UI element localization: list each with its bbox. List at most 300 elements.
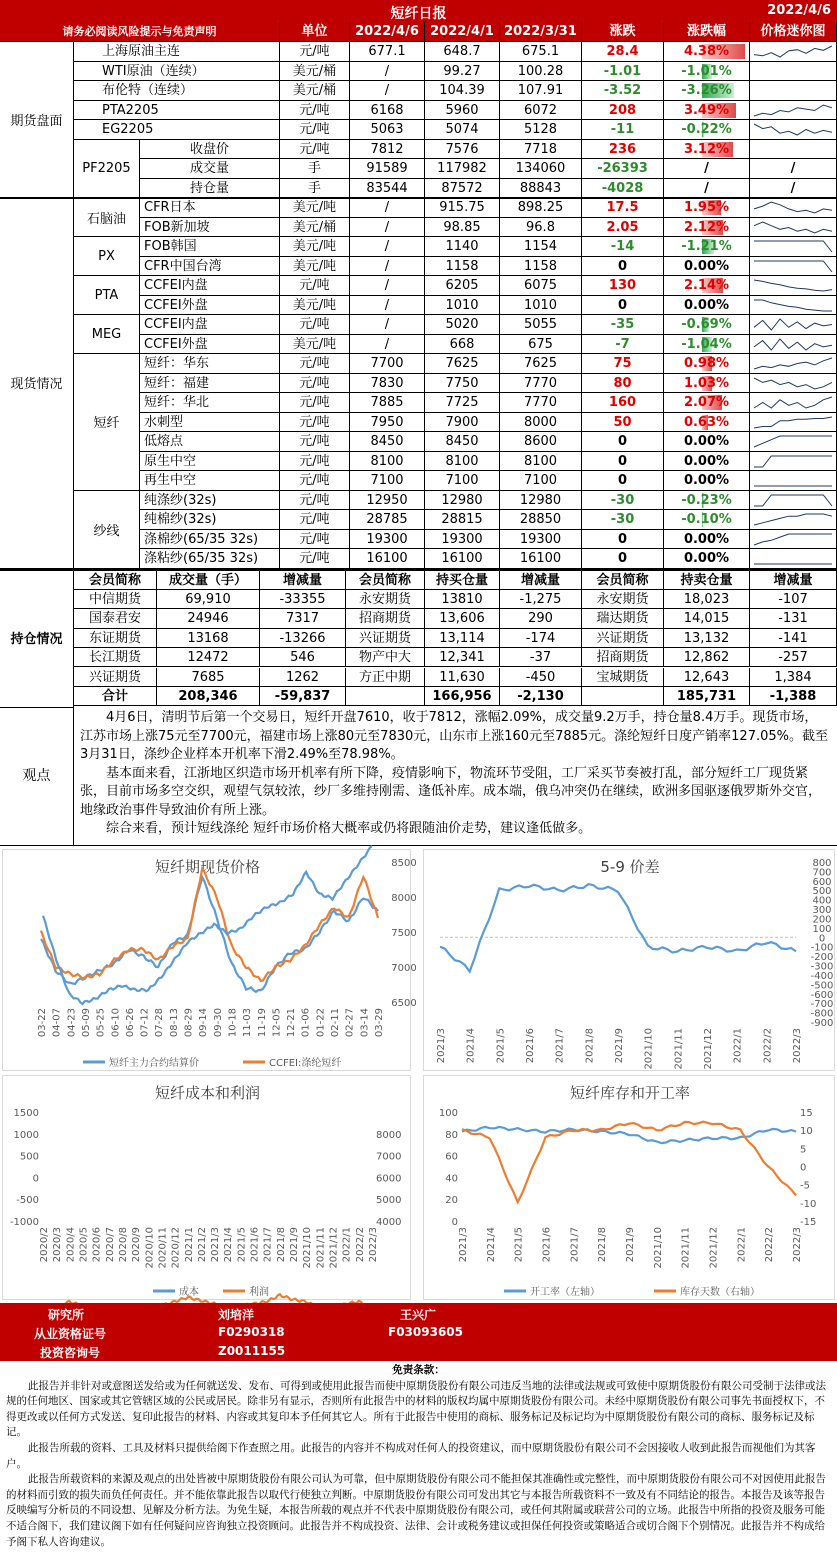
- row-value-0331: 7625: [500, 354, 582, 374]
- y-tick-label: 100: [812, 923, 832, 935]
- y-tick-label-right: 15: [800, 1108, 813, 1119]
- row-value-0331: 675: [500, 335, 582, 355]
- row-unit: 手: [280, 179, 350, 199]
- y-tick-label: 6500: [391, 998, 417, 1009]
- position-cell: 7685: [157, 668, 260, 687]
- change-pct-text: 3.49%: [683, 102, 730, 118]
- position-cell: 13,114: [425, 629, 500, 648]
- series-line: [462, 1127, 796, 1143]
- row-change: -3.52: [582, 81, 664, 101]
- position-cell: 14,015: [664, 609, 750, 628]
- row-value-0331: 7100: [500, 471, 582, 491]
- x-tick-label: 04-07: [51, 1008, 63, 1038]
- header-cell: 2022/4/6: [350, 22, 425, 42]
- position-header: 持买仓量: [425, 571, 500, 590]
- x-tick-label: 2021/4: [465, 1028, 477, 1064]
- legend-label: 短纤主力合约结算价: [109, 1058, 199, 1069]
- footer-analyst-1: 刘培洋: [218, 1308, 255, 1322]
- row-unit: 元/吨: [280, 549, 350, 569]
- x-tick-label: 2021/9: [614, 1028, 625, 1064]
- row-unit: 元/吨: [280, 276, 350, 296]
- y-tick-label: 400: [812, 895, 832, 907]
- row-value-0401: 104.39: [425, 81, 500, 101]
- x-tick-label: 2022/1: [736, 1227, 748, 1263]
- row-change-pct: [664, 471, 750, 491]
- x-tick-label: 06-26: [124, 1008, 136, 1038]
- row-unit: 美元/桶: [280, 62, 350, 82]
- x-tick-label: 2021/8: [584, 1028, 596, 1064]
- row-sparkline: [750, 81, 837, 101]
- x-tick-label: 2020/7: [104, 1227, 116, 1263]
- y-tick-label: 0: [451, 1217, 458, 1228]
- row-change-pct: [664, 159, 750, 179]
- row-change: 0: [582, 549, 664, 569]
- row-name: 纯涤纱(32s): [140, 491, 280, 511]
- row-change-pct: [664, 510, 750, 530]
- row-unit: 元/吨: [280, 120, 350, 140]
- row-change: 208: [582, 101, 664, 121]
- x-tick-label: 2021/12: [328, 1227, 340, 1269]
- x-tick-label: 2021/3: [210, 1227, 222, 1263]
- x-tick-label: 2021/10: [652, 1227, 664, 1269]
- y-tick-label-right: 7000: [376, 1151, 402, 1163]
- row-value-0406: 7950: [350, 413, 425, 433]
- row-value-0406: 12950: [350, 491, 425, 511]
- row-unit: 元/吨: [280, 393, 350, 413]
- row-change-pct: [664, 218, 750, 238]
- sparkline-line: [754, 436, 832, 447]
- row-change-pct: [664, 549, 750, 569]
- position-header: 增减量: [500, 571, 582, 590]
- x-tick-label: 11-19: [256, 1008, 268, 1038]
- row-change-pct: [664, 42, 750, 62]
- row-unit: 元/吨: [280, 471, 350, 491]
- row-unit: 手: [280, 159, 350, 179]
- x-tick-label: 2021/11: [673, 1028, 685, 1070]
- y-tick-label: 60: [445, 1151, 458, 1163]
- position-cell: 24946: [157, 609, 260, 628]
- x-tick-label: 2022/2: [762, 1028, 774, 1064]
- y-tick-label-right: 6000: [376, 1173, 402, 1185]
- x-tick-label: 02-11: [330, 1008, 342, 1038]
- change-pct-text: -0.22%: [681, 122, 732, 137]
- change-pct-text: 3.12%: [683, 141, 730, 157]
- x-tick-label: 2022/3: [792, 1028, 803, 1064]
- row-change: -30: [582, 491, 664, 511]
- change-pct-text: /: [704, 180, 709, 196]
- position-cell: 12,341: [425, 648, 500, 667]
- row-value-0331: 6075: [500, 276, 582, 296]
- row-value-0406: /: [350, 315, 425, 335]
- y-tick-label: 200: [812, 914, 832, 926]
- row-sparkline: [750, 335, 837, 355]
- row-change-pct: [664, 432, 750, 452]
- position-total: [582, 687, 664, 706]
- row-change: 28.4: [582, 42, 664, 62]
- row-unit: 元/吨: [280, 315, 350, 335]
- position-total: 185,731: [664, 687, 750, 706]
- row-value-0331: 28850: [500, 510, 582, 530]
- row-unit: 美元/吨: [280, 237, 350, 257]
- x-tick-label: 05-25: [95, 1008, 107, 1038]
- row-sparkline: /: [750, 179, 837, 199]
- row-change-pct: [664, 393, 750, 413]
- x-tick-label: 08-29: [183, 1008, 195, 1038]
- row-value-0406: 7885: [350, 393, 425, 413]
- x-tick-label: 03-29: [374, 1008, 385, 1038]
- x-tick-label: 2021/7: [554, 1028, 566, 1064]
- row-value-0406: /: [350, 198, 425, 218]
- footer-cert-2: F03093605: [388, 1325, 463, 1339]
- position-header: 成交量（手）: [157, 571, 260, 590]
- sparkline-line: [754, 358, 832, 369]
- header-cell: 价格迷你图: [750, 22, 837, 42]
- chart-futures-spot-price: [2, 849, 417, 1071]
- y-tick-label-right: 8000: [376, 1129, 402, 1141]
- change-pct-text: -0.10%: [681, 512, 732, 527]
- row-value-0406: 677.1: [350, 42, 425, 62]
- x-tick-label: 2021/12: [708, 1227, 720, 1269]
- row-value-0401: 5020: [425, 315, 500, 335]
- sparkline-line: [754, 495, 832, 506]
- y-tick-label: 80: [445, 1129, 458, 1141]
- row-value-0401: 87572: [425, 179, 500, 199]
- change-pct-text: 0.98%: [683, 356, 730, 371]
- chart-title: 短纤库存和开工率: [569, 1084, 691, 1102]
- x-tick-label: 2021/10: [643, 1028, 655, 1070]
- row-unit: 美元/吨: [280, 296, 350, 316]
- footer-label-cert: 从业资格证号: [34, 1327, 107, 1341]
- row-name: WTI原油（连续）: [74, 62, 280, 82]
- row-change-pct: [664, 81, 750, 101]
- row-value-0401: 8450: [425, 432, 500, 452]
- y-tick-label: 100: [438, 1108, 458, 1119]
- y-tick-label: -900: [810, 1018, 834, 1029]
- x-tick-label: 02-27: [344, 1008, 356, 1038]
- row-unit: 元/吨: [280, 510, 350, 530]
- position-cell: 12,862: [664, 648, 750, 667]
- row-value-0406: 5063: [350, 120, 425, 140]
- change-pct-text: /: [704, 161, 709, 176]
- row-value-0406: 7100: [350, 471, 425, 491]
- row-change: -1.01: [582, 62, 664, 82]
- y-tick-label: -300: [810, 961, 834, 973]
- x-tick-label: 12-21: [286, 1008, 298, 1038]
- row-change-pct: [664, 413, 750, 433]
- row-sparkline: [750, 510, 837, 530]
- row-name: 成交量: [140, 159, 280, 179]
- sparkline-line: [754, 319, 832, 330]
- row-value-0331: 7770: [500, 393, 582, 413]
- header-cell: 单位: [280, 22, 350, 42]
- x-tick-label: 2020/5: [78, 1227, 90, 1263]
- position-cell: 兴证期货: [582, 629, 664, 648]
- row-unit: 元/吨: [280, 530, 350, 550]
- row-value-0401: 6205: [425, 276, 500, 296]
- row-value-0406: /: [350, 276, 425, 296]
- row-change-pct: [664, 276, 750, 296]
- position-header: 增减量: [750, 571, 837, 590]
- group-meg: MEG: [74, 315, 140, 354]
- row-change-pct: [664, 530, 750, 550]
- row-unit: 元/吨: [280, 432, 350, 452]
- y-tick-label: 0: [818, 933, 826, 945]
- row-value-0406: 91589: [350, 159, 425, 179]
- row-value-0331: 7770: [500, 374, 582, 394]
- chart-cost-profit: [2, 1075, 411, 1300]
- position-total: -59,837: [260, 687, 346, 706]
- row-value-0406: 8450: [350, 432, 425, 452]
- change-pct-text: 4.38%: [683, 44, 730, 59]
- series-line: [462, 1122, 796, 1203]
- x-tick-label: 2021/3: [458, 1227, 469, 1263]
- x-tick-label: 01-06: [300, 1008, 312, 1038]
- row-value-0331: 16100: [500, 549, 582, 569]
- position-cell: 13,606: [425, 609, 500, 628]
- row-change-pct: [664, 335, 750, 355]
- row-change: 0: [582, 452, 664, 472]
- row-name: FOB韩国: [140, 237, 280, 257]
- row-value-0331: 898.25: [500, 198, 582, 218]
- section-futures: 期货盘面: [0, 42, 74, 198]
- row-change-pct: [664, 315, 750, 335]
- change-pct-text: 0.63%: [683, 414, 730, 430]
- x-tick-label: 2021/3: [436, 1028, 447, 1064]
- position-cell: -450: [500, 668, 582, 687]
- row-value-0401: 7725: [425, 393, 500, 413]
- x-tick-label: 2022/2: [354, 1227, 366, 1263]
- y-tick-label: 20: [445, 1195, 458, 1207]
- row-change-pct: [664, 120, 750, 140]
- row-name: 纯棉纱(32s): [140, 510, 280, 530]
- row-value-0401: 668: [425, 335, 500, 355]
- legend-label: 开工率（左轴）: [530, 1287, 600, 1298]
- y-tick-label: 7500: [391, 928, 417, 939]
- row-value-0401: 1010: [425, 296, 500, 316]
- position-cell: 长江期货: [74, 648, 157, 667]
- sparkline-line: [754, 534, 832, 545]
- row-value-0331: 96.8: [500, 218, 582, 238]
- change-pct-text: -0.23%: [681, 492, 732, 508]
- row-name: CCFEI外盘: [140, 335, 280, 355]
- header-cell: 请务必阅读风险提示与免责声明: [0, 22, 280, 42]
- position-cell: 东证期货: [74, 629, 157, 648]
- disclaimer-para-1: 此报告并非针对或意图送发给或为任何就送发、发布、可得到或使用此报告而使中原期货股份有限公司违反当地的法律或法规或可致使中原期货股份有限公司受制于法律或法规的任何地区、国家或其它管辖区域的公民或居民。除非另有显示，否则所有此报告中的材料的版权均属中原期货股份有限公司。未经中原期货股份有限公司事先书面授权下，不得更改或以任何方式发送、复印此报告的材料、内容或其复印本予任何其它人。所有于此报告中使用的商标、服务标记及标记均为中原期货股份有限公司的商标、服务标记及标记。: [6, 1379, 826, 1439]
- header-cell: 涨跌: [582, 22, 664, 42]
- position-cell: -141: [750, 629, 837, 648]
- y-tick-label: 40: [445, 1173, 458, 1185]
- x-tick-label: 05-09: [80, 1008, 92, 1038]
- y-tick-label: -600: [810, 989, 834, 1001]
- position-header: 会员简称: [74, 571, 157, 590]
- row-value-0401: 98.85: [425, 218, 500, 238]
- row-change-pct: [664, 374, 750, 394]
- y-tick-label: -500: [810, 980, 834, 992]
- sparkline-line: [754, 397, 832, 408]
- position-cell: -13266: [260, 629, 346, 648]
- sparkline-line: [754, 280, 832, 291]
- row-value-0331: 107.91: [500, 81, 582, 101]
- y-tick-label: 800: [812, 858, 832, 869]
- row-name: 持仓量: [140, 179, 280, 199]
- row-sparkline: [750, 101, 837, 121]
- row-value-0406: 6168: [350, 101, 425, 121]
- position-cell: 招商期货: [346, 609, 425, 628]
- row-sparkline: [750, 374, 837, 394]
- group-staple-fiber: 短纤: [74, 354, 140, 491]
- position-header: 持卖仓量: [664, 571, 750, 590]
- row-name: CCFEI内盘: [140, 315, 280, 335]
- x-tick-label: 2020/11: [157, 1227, 169, 1269]
- row-value-0331: 12980: [500, 491, 582, 511]
- position-cell: -174: [500, 629, 582, 648]
- y-tick-label-right: 0: [800, 1162, 807, 1174]
- position-cell: 兴证期货: [346, 629, 425, 648]
- x-tick-label: 2021/1: [183, 1227, 195, 1263]
- x-tick-label: 2020/10: [144, 1227, 156, 1269]
- row-sparkline: [750, 393, 837, 413]
- sparkline-line: [754, 261, 832, 272]
- x-tick-label: 2021/12: [703, 1028, 714, 1070]
- chart-inventory-operating-rate: [423, 1075, 835, 1300]
- row-value-0401: 7625: [425, 354, 500, 374]
- row-value-0401: 12980: [425, 491, 500, 511]
- row-value-0406: 7830: [350, 374, 425, 394]
- change-pct-text: 1.03%: [683, 375, 730, 391]
- position-cell: 69,910: [157, 590, 260, 609]
- row-unit: 元/吨: [280, 413, 350, 433]
- row-value-0401: 7576: [425, 140, 500, 160]
- row-unit: 美元/桶: [280, 218, 350, 238]
- row-name: 布伦特（连续）: [74, 81, 280, 101]
- position-cell: 12,643: [664, 668, 750, 687]
- x-tick-label: 07-28: [154, 1008, 166, 1038]
- row-value-0401: 1140: [425, 237, 500, 257]
- position-cell: 13810: [425, 590, 500, 609]
- row-name: CCFEI内盘: [140, 276, 280, 296]
- row-value-0331: 5055: [500, 315, 582, 335]
- row-change: -11: [582, 120, 664, 140]
- row-change-pct: [664, 257, 750, 277]
- y-tick-label-right: 5: [800, 1144, 807, 1156]
- chart-title: 5-9 价差: [600, 858, 660, 876]
- row-unit: 元/吨: [280, 354, 350, 374]
- x-tick-label: 2021/4: [223, 1227, 235, 1263]
- row-change: -4028: [582, 179, 664, 199]
- row-change: 80: [582, 374, 664, 394]
- change-pct-text: -1.01%: [681, 63, 732, 79]
- position-total: 合计: [74, 687, 157, 706]
- row-value-0406: 83544: [350, 179, 425, 199]
- row-value-0406: 28785: [350, 510, 425, 530]
- change-pct-text: -1.21%: [681, 239, 732, 254]
- position-header: 会员简称: [346, 571, 425, 590]
- x-tick-label: 2020/12: [170, 1227, 182, 1269]
- row-sparkline: [750, 530, 837, 550]
- footer-analyst-2: 王兴广: [400, 1308, 437, 1322]
- y-tick-label-right: -10: [800, 1198, 817, 1210]
- row-change-pct: [664, 296, 750, 316]
- disclaimer-para-3: 此报告所载资料的来源及观点的出处皆被中原期货股份有限公司认为可靠，但中原期货股份有限公司不能担保其准确性或完整性，而中原期货股份有限公司不对因使用此报告的材料而引致的损失而负任何责任。并不能依靠此报告以取代行使独立判断。中原期货股份有限公司可发出其它与本报告所载资料不一致及有不同结论的报告。本报告及该等报告反映编写分析员的不同设想、见解及分析方法。为免生疑，本报告所载的观点并不代表中原期货股份有限公司，或任何其附属或联营公司的立场。此报告中所指的投资及服务可能不适合阁下，我们建议阁下如有任何疑问应咨询独立投资顾问。此报告并不构成投资、法律、会计或税务建议或担保任何投资或策略适合或切合阁下个别情况。此报告并不构成给予阁下私人咨询建议。: [6, 1473, 826, 1548]
- x-tick-label: 01-22: [315, 1008, 327, 1038]
- x-tick-label: 2020/6: [91, 1227, 103, 1263]
- row-value-0406: 8100: [350, 452, 425, 472]
- position-cell: 兴证期货: [74, 668, 157, 687]
- row-unit: 元/吨: [280, 140, 350, 160]
- position-cell: 招商期货: [582, 648, 664, 667]
- row-change: -14: [582, 237, 664, 257]
- y-tick-label: 700: [812, 867, 832, 879]
- header-cell: 涨跌幅: [664, 22, 750, 42]
- row-value-0401: 8100: [425, 452, 500, 472]
- y-tick-label-right: -15: [800, 1217, 817, 1228]
- x-tick-label: 2021/4: [485, 1227, 497, 1263]
- sparkline-line: [754, 241, 832, 252]
- row-change-pct: [664, 452, 750, 472]
- sparkline-line: [754, 417, 832, 428]
- row-value-0331: 88843: [500, 179, 582, 199]
- legend-label: CCFEI:涤纶短纤: [269, 1058, 342, 1069]
- y-tick-label: 1500: [13, 1108, 39, 1119]
- x-tick-label: 2022/3: [792, 1227, 803, 1263]
- x-tick-label: 11-03: [242, 1008, 254, 1038]
- row-unit: 元/吨: [280, 374, 350, 394]
- position-cell: 11,630: [425, 668, 500, 687]
- row-name: 上海原油主连: [74, 42, 280, 62]
- row-sparkline: [750, 315, 837, 335]
- footer-label-institute: 研究所: [48, 1308, 85, 1322]
- opinion-para-2: 基本面来看，江浙地区织造市场开机率有所下降，疫情影响下，物流环节受阻，工厂采买节奏被打乱，部分短纤工厂现货紧张，目前市场多空交织，观望气氛较浓，纱厂多维持刚需、逢低补库。成本端，俄乌冲突仍在继续，欧洲多国驱逐俄罗斯外交官，地缘政治事件导致油价有所上涨。: [80, 765, 822, 818]
- position-cell: 13168: [157, 629, 260, 648]
- group-pta: PTA: [74, 276, 140, 315]
- x-tick-label: 2020/4: [65, 1227, 77, 1263]
- row-change-pct: [664, 179, 750, 199]
- section-position: 持仓情况: [0, 569, 74, 709]
- report-date: 2022/4/6: [767, 3, 831, 18]
- row-change-pct: [664, 354, 750, 374]
- position-cell: 1262: [260, 668, 346, 687]
- x-tick-label: 2021/11: [680, 1227, 692, 1269]
- position-total: -2,130: [500, 687, 582, 706]
- chart-5-9-spread: [423, 849, 835, 1071]
- series-line: [440, 884, 796, 971]
- sparkline-line: [754, 339, 832, 350]
- series-line: [41, 869, 378, 981]
- change-pct-text: -0.69%: [681, 317, 732, 332]
- y-tick-label: 600: [812, 876, 832, 888]
- footer-bar: [0, 1303, 837, 1361]
- row-name: 短纤：华北: [140, 393, 280, 413]
- row-value-0401: 1158: [425, 257, 500, 277]
- position-cell: -257: [750, 648, 837, 667]
- row-sparkline: [750, 354, 837, 374]
- row-sparkline: [750, 276, 837, 296]
- row-value-0401: 99.27: [425, 62, 500, 82]
- y-tick-label-right: -5: [800, 1180, 810, 1192]
- row-change: 0: [582, 530, 664, 550]
- row-name: EG2205: [74, 120, 280, 140]
- row-name: 短纤：福建: [140, 374, 280, 394]
- opinion-text: [74, 705, 837, 846]
- row-value-0401: 117982: [425, 159, 500, 179]
- y-tick-label: -700: [810, 999, 834, 1011]
- series-line: [41, 877, 378, 992]
- row-unit: 美元/吨: [280, 257, 350, 277]
- group-pf2205: PF2205: [74, 140, 140, 199]
- row-name: CCFEI外盘: [140, 296, 280, 316]
- row-change: 0: [582, 471, 664, 491]
- y-tick-label: -200: [810, 952, 834, 964]
